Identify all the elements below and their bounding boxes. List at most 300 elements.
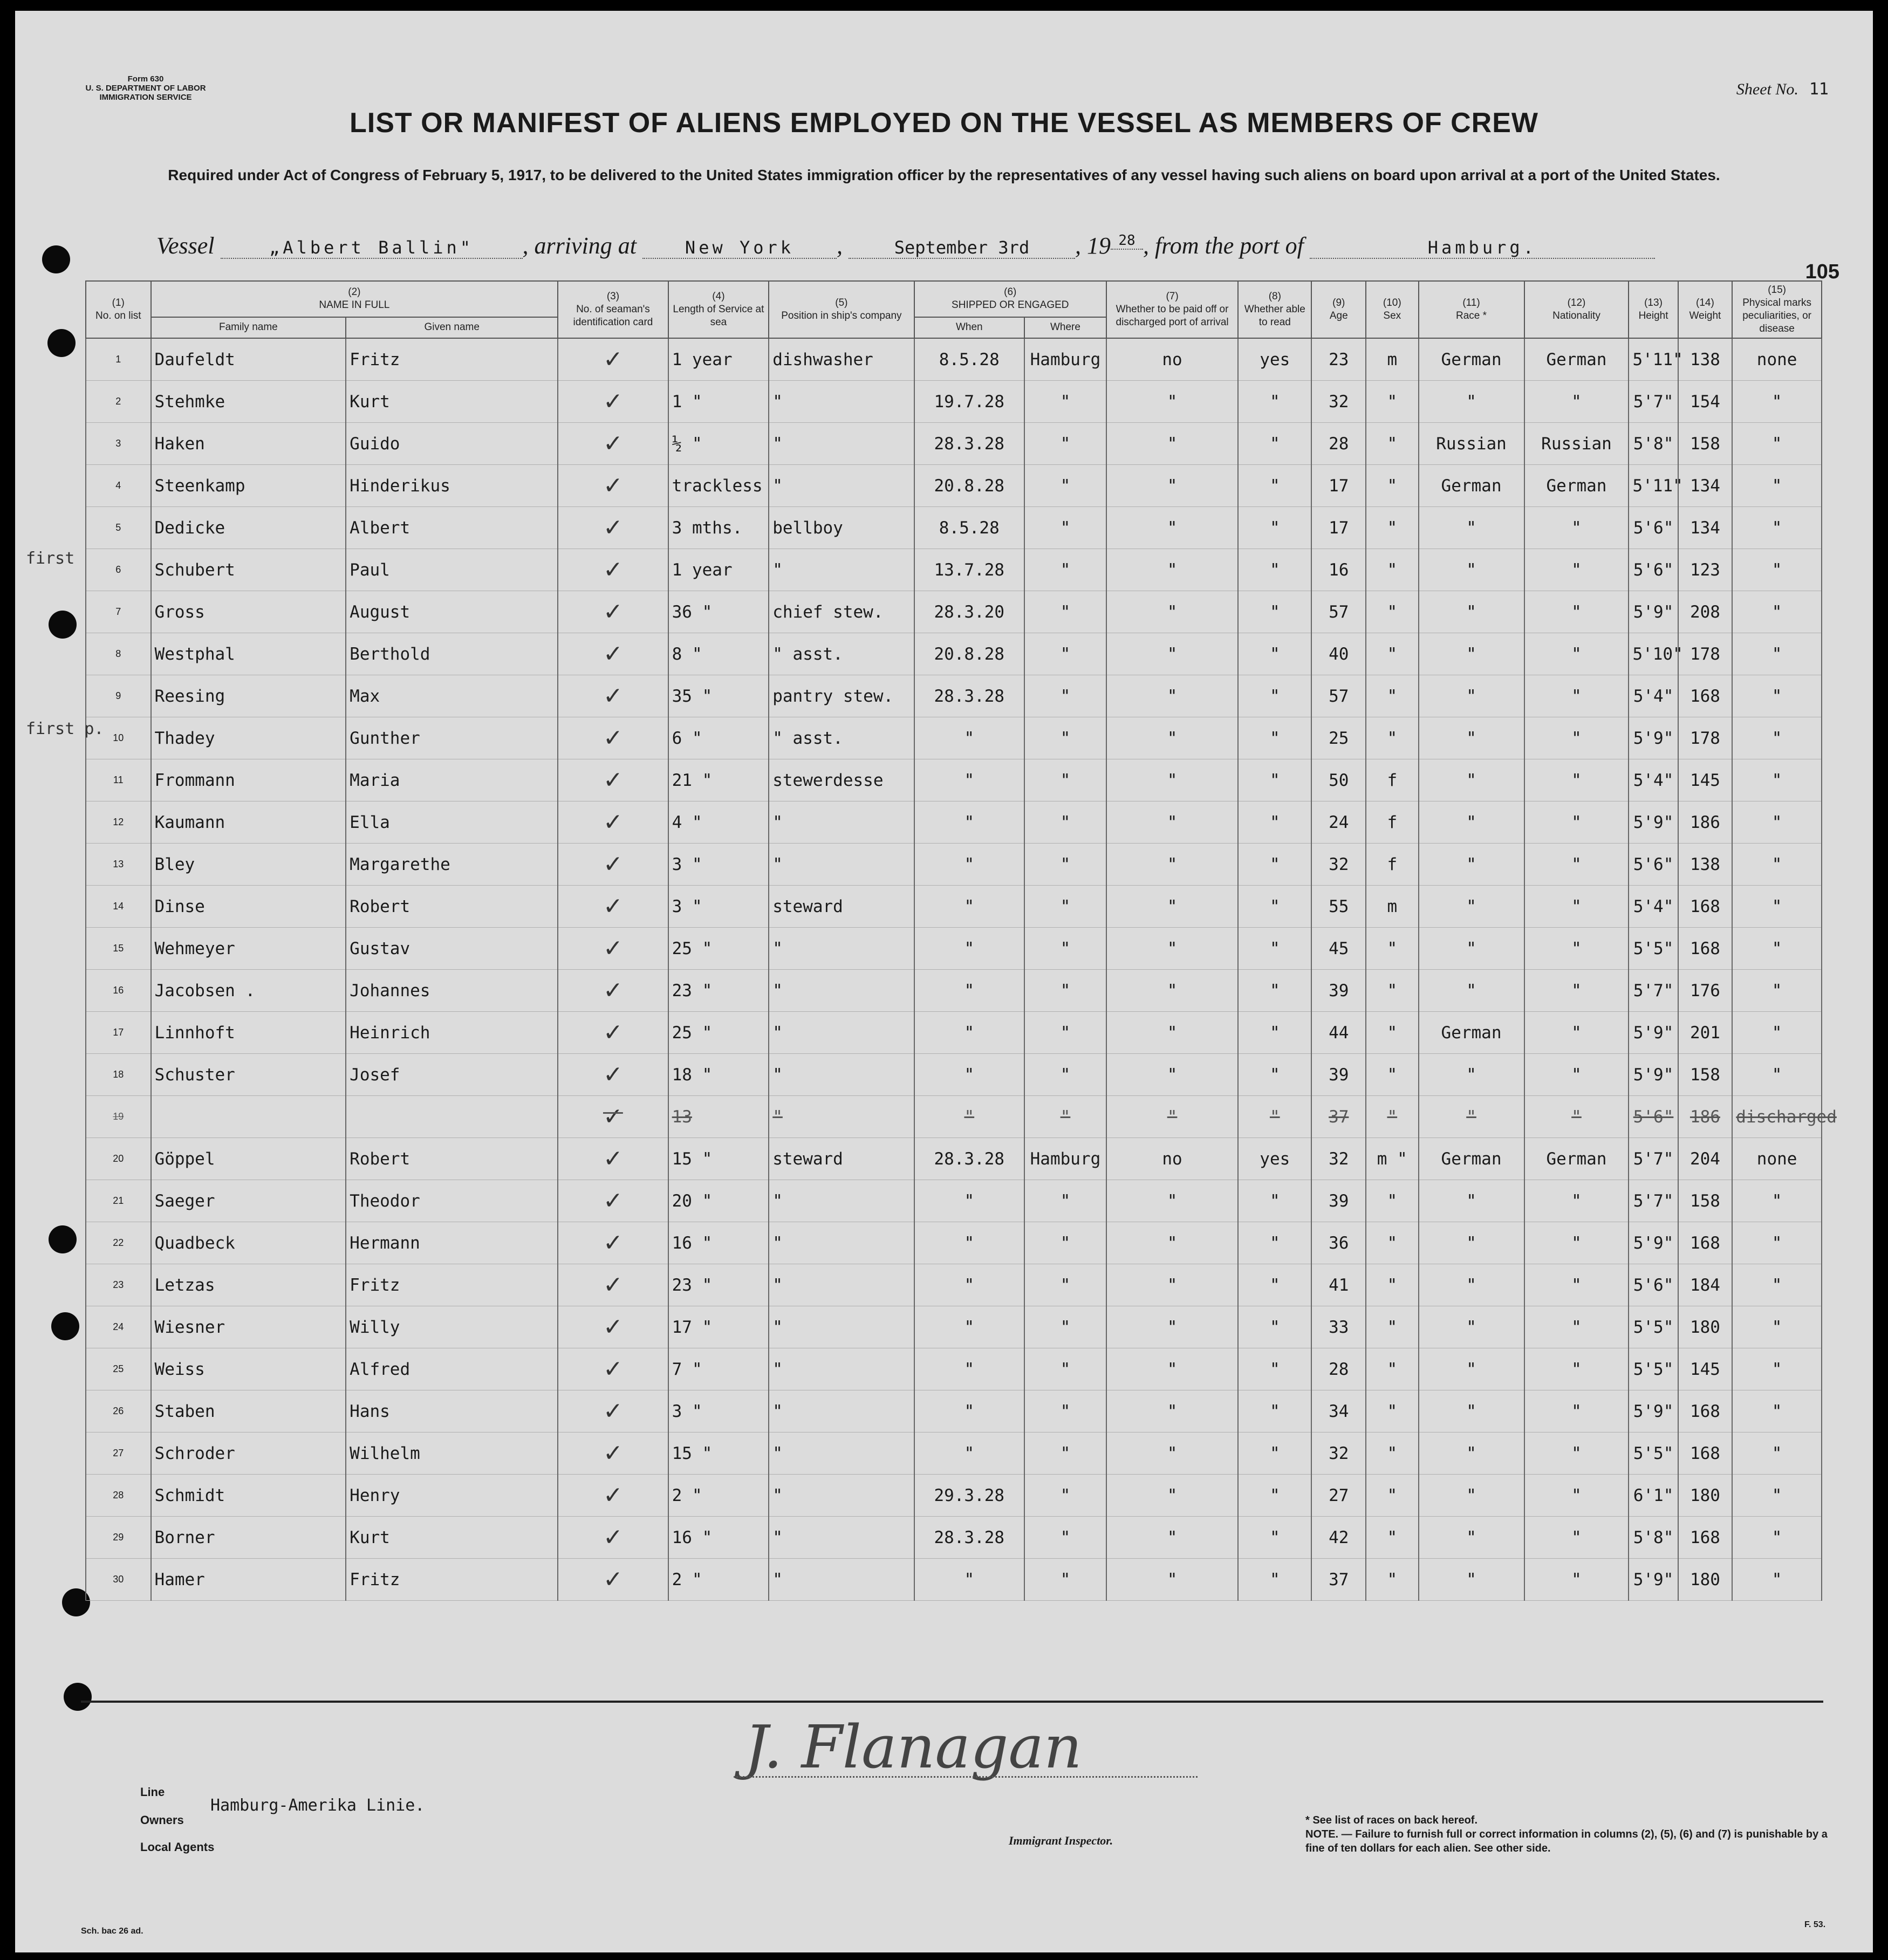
weight-cell: 168 [1678,886,1733,928]
service-length-cell: 3 mths. [668,507,769,549]
service-length-cell: 20 " [668,1180,769,1222]
table-row [86,675,1822,717]
given-name-cell: Fritz [346,1264,558,1306]
given-name-cell: Hans [346,1390,558,1433]
id-card-tick-cell [558,717,668,759]
race-cell: " [1419,1390,1524,1433]
id-card-tick-cell [558,1012,668,1054]
shipped-where-cell: " [1024,759,1106,801]
shipped-when-cell: " [914,1054,1024,1096]
position-cell: " [769,465,914,507]
given-name-cell: Max [346,675,558,717]
list-number-cell: 20 [86,1138,151,1180]
weight-cell: 201 [1678,1012,1733,1054]
list-number-cell: 19 [86,1096,151,1138]
age-cell: 28 [1311,1348,1366,1390]
height-cell: 5'6" [1629,1264,1678,1306]
shipped-when-cell: 28.3.28 [914,675,1024,717]
arrival-date: September 3rd [849,237,1075,259]
given-name-cell: Heinrich [346,1012,558,1054]
nationality-cell: " [1524,1054,1629,1096]
shipped-where-cell: " [1024,1096,1106,1138]
nationality-cell: " [1524,1433,1629,1475]
service-length-cell: 25 " [668,1012,769,1054]
id-card-tick-cell [558,844,668,886]
form-number: Form 630 [127,74,164,84]
shipped-when-cell: " [914,928,1024,970]
family-name-cell: Göppel [151,1138,346,1180]
physical-marks-cell: none [1732,338,1822,381]
physical-marks-cell: " [1732,1054,1822,1096]
height-cell: 5'7" [1629,1180,1678,1222]
sex-cell: " [1366,1559,1418,1601]
family-name-cell: Dedicke [151,507,346,549]
position-cell: " asst. [769,633,914,675]
race-cell: German [1419,465,1524,507]
id-card-tick-cell [558,1390,668,1433]
given-name-cell: Fritz [346,338,558,381]
nationality-cell: " [1524,549,1629,591]
sex-cell: " [1366,1222,1418,1264]
paid-off-cell: " [1106,381,1238,423]
year-suffix: 28 [1111,232,1143,250]
id-card-tick-cell [558,1096,668,1138]
shipped-where-cell: " [1024,507,1106,549]
col-height-header: (13) Height [1629,281,1678,338]
given-name-cell: Josef [346,1054,558,1096]
paid-off-cell: " [1106,1559,1238,1601]
service-length-cell: trackless [668,465,769,507]
list-number-cell: 14 [86,886,151,928]
position-cell: " [769,1559,914,1601]
age-cell: 33 [1311,1306,1366,1348]
check-mark-icon: ✓ [603,388,623,415]
shipped-when-cell: 19.7.28 [914,381,1024,423]
family-name-cell: Schuster [151,1054,346,1096]
list-number-cell: 11 [86,759,151,801]
physical-marks-cell: " [1732,1475,1822,1517]
able-to-read-cell: " [1238,465,1311,507]
table-row [86,1222,1822,1264]
shipped-where-cell: " [1024,970,1106,1012]
id-card-tick-cell [558,1180,668,1222]
list-number-cell: 17 [86,1012,151,1054]
nationality-cell: " [1524,759,1629,801]
able-to-read-cell: yes [1238,338,1311,381]
inspector-label: Immigrant Inspector. [1009,1834,1113,1847]
check-mark-icon: ✓ [603,346,623,373]
shipped-when-cell: 28.3.28 [914,423,1024,465]
physical-marks-cell: " [1732,928,1822,970]
position-cell: " [769,1306,914,1348]
service-length-cell: 16 " [668,1517,769,1559]
races-note: * See list of races on back hereof. [1305,1814,1478,1826]
list-number-cell: 21 [86,1180,151,1222]
age-cell: 55 [1311,886,1366,928]
given-name-cell: Kurt [346,1517,558,1559]
list-number-cell: 30 [86,1559,151,1601]
table-row [86,886,1822,928]
paid-off-cell: no [1106,1138,1238,1180]
list-number-cell: 6 [86,549,151,591]
race-cell: " [1419,717,1524,759]
table-row [86,1012,1822,1054]
nationality-cell: " [1524,717,1629,759]
able-to-read-cell: " [1238,423,1311,465]
check-mark-icon: ✓ [603,556,623,584]
weight-cell: 145 [1678,759,1733,801]
race-cell: German [1419,338,1524,381]
height-cell: 5'9" [1629,1054,1678,1096]
physical-marks-cell: " [1732,1180,1822,1222]
race-cell: " [1419,1433,1524,1475]
year-prefix: 19 [1086,232,1111,259]
nationality-cell: " [1524,507,1629,549]
given-name-cell: Fritz [346,1559,558,1601]
sex-cell: " [1366,1096,1418,1138]
able-to-read-cell: " [1238,1012,1311,1054]
age-cell: 27 [1311,1475,1366,1517]
check-mark-icon: ✓ [603,640,623,668]
table-row [86,465,1822,507]
weight-cell: 186 [1678,1096,1733,1138]
col-when-header: When [914,317,1024,338]
weight-cell: 134 [1678,465,1733,507]
paid-off-cell: " [1106,759,1238,801]
service-length-cell: 15 " [668,1433,769,1475]
col-position-header: (5) Position in ship's company [769,281,914,338]
nationality-cell: " [1524,1096,1629,1138]
weight-cell: 180 [1678,1306,1733,1348]
age-cell: 25 [1311,717,1366,759]
id-card-tick-cell [558,1517,668,1559]
physical-marks-cell: " [1732,970,1822,1012]
line-label: Line [140,1785,165,1799]
age-cell: 24 [1311,801,1366,844]
weight-cell: 186 [1678,801,1733,844]
nationality-cell: " [1524,1306,1629,1348]
service-length-cell: 17 " [668,1306,769,1348]
height-cell: 5'7" [1629,381,1678,423]
id-card-tick-cell [558,1306,668,1348]
table-row [86,928,1822,970]
sex-cell: " [1366,1264,1418,1306]
arrival-port: New York [642,237,837,259]
list-number-cell: 18 [86,1054,151,1096]
age-cell: 45 [1311,928,1366,970]
weight-cell: 180 [1678,1475,1733,1517]
given-name-cell: Guido [346,423,558,465]
check-mark-icon: ✓ [603,1187,623,1215]
able-to-read-cell: " [1238,549,1311,591]
list-number-cell: 5 [86,507,151,549]
nationality-cell: " [1524,844,1629,886]
shipped-when-cell: " [914,1390,1024,1433]
service-length-cell: 35 " [668,675,769,717]
age-cell: 32 [1311,1433,1366,1475]
paid-off-cell: " [1106,717,1238,759]
position-cell: steward [769,1138,914,1180]
position-cell: dishwasher [769,338,914,381]
position-cell: bellboy [769,507,914,549]
shipped-where-cell: " [1024,717,1106,759]
department: U. S. DEPARTMENT OF LABOR [85,84,206,93]
binder-hole [42,245,70,273]
shipped-where-cell: " [1024,381,1106,423]
sex-cell: " [1366,549,1418,591]
height-cell: 5'6" [1629,549,1678,591]
check-mark-icon: ✓ [603,472,623,499]
page-number: 105 [1805,261,1839,283]
nationality-cell: " [1524,1222,1629,1264]
position-cell: " [769,423,914,465]
shipped-where-cell: Hamburg [1024,1138,1106,1180]
weight-cell: 168 [1678,1433,1733,1475]
col-weight-header: (14) Weight [1678,281,1733,338]
shipped-when-cell: 28.3.28 [914,1517,1024,1559]
age-cell: 36 [1311,1222,1366,1264]
able-to-read-cell: yes [1238,1138,1311,1180]
service-length-cell: 16 " [668,1222,769,1264]
shipped-when-cell: " [914,1306,1024,1348]
sex-cell: f [1366,844,1418,886]
sex-cell: " [1366,465,1418,507]
paid-off-cell: " [1106,465,1238,507]
sex-cell: " [1366,1348,1418,1390]
weight-cell: 158 [1678,423,1733,465]
id-card-tick-cell [558,1264,668,1306]
height-cell: 5'11" [1629,338,1678,381]
physical-marks-cell: " [1732,886,1822,928]
race-cell: " [1419,591,1524,633]
shipped-where-cell: " [1024,1306,1106,1348]
race-cell: " [1419,886,1524,928]
able-to-read-cell: " [1238,1475,1311,1517]
service-length-cell: 7 " [668,1348,769,1390]
shipped-when-cell: 28.3.20 [914,591,1024,633]
weight-cell: 123 [1678,549,1733,591]
weight-cell: 168 [1678,1517,1733,1559]
list-number-cell: 4 [86,465,151,507]
able-to-read-cell: " [1238,1348,1311,1390]
family-name-cell: Kaumann [151,801,346,844]
age-cell: 57 [1311,591,1366,633]
age-cell: 39 [1311,1054,1366,1096]
nationality-cell: " [1524,381,1629,423]
id-card-tick-cell [558,465,668,507]
table-row [86,1433,1822,1475]
height-cell: 5'8" [1629,423,1678,465]
family-name-cell: Saeger [151,1180,346,1222]
able-to-read-cell: " [1238,1264,1311,1306]
sex-cell: " [1366,507,1418,549]
family-name-cell: Hamer [151,1559,346,1601]
able-to-read-cell: " [1238,591,1311,633]
physical-marks-cell: " [1732,591,1822,633]
service-length-cell: 3 " [668,886,769,928]
shipped-where-cell: " [1024,1390,1106,1433]
age-cell: 23 [1311,338,1366,381]
check-mark-icon: ✓ [603,1355,623,1383]
shipped-where-cell: " [1024,1517,1106,1559]
position-cell: " [769,801,914,844]
check-mark-icon: ✓ [603,1524,623,1551]
check-mark-icon: ✓ [603,598,623,626]
given-name-cell: Theodor [346,1180,558,1222]
shipped-when-cell: " [914,970,1024,1012]
nationality-cell: German [1524,1138,1629,1180]
service-length-cell: 23 " [668,1264,769,1306]
height-cell: 5'10" [1629,633,1678,675]
family-name-cell: Schroder [151,1433,346,1475]
shipped-where-cell: Hamburg [1024,338,1106,381]
shipped-when-cell: 29.3.28 [914,1475,1024,1517]
service-length-cell: 2 " [668,1559,769,1601]
nationality-cell: " [1524,591,1629,633]
margin-note: first p. [26,719,104,738]
position-cell: " [769,928,914,970]
position-cell: " [769,1096,914,1138]
signature-line [734,1776,1198,1778]
height-cell: 5'7" [1629,970,1678,1012]
paid-off-cell: " [1106,1390,1238,1433]
nationality-cell: " [1524,1390,1629,1433]
col-given-name-header: Given name [346,317,558,338]
given-name-cell: Gunther [346,717,558,759]
list-number-cell: 9 [86,675,151,717]
able-to-read-cell: " [1238,886,1311,928]
given-name-cell: Alfred [346,1348,558,1390]
owners-value: Hamburg-Amerika Linie. [210,1796,425,1815]
race-cell: " [1419,381,1524,423]
footer-notes [1305,1813,1845,1855]
id-card-tick-cell [558,970,668,1012]
check-mark-icon: ✓ [603,977,623,1004]
list-number-cell: 3 [86,423,151,465]
list-number-cell: 27 [86,1433,151,1475]
paid-off-cell: " [1106,1096,1238,1138]
physical-marks-cell: " [1732,801,1822,844]
shipped-where-cell: " [1024,886,1106,928]
able-to-read-cell: " [1238,1390,1311,1433]
id-card-tick-cell [558,591,668,633]
age-cell: 40 [1311,633,1366,675]
table-row [86,1054,1822,1096]
height-cell: 5'9" [1629,1559,1678,1601]
given-name-cell: Robert [346,1138,558,1180]
race-cell: " [1419,1096,1524,1138]
shipped-where-cell: " [1024,633,1106,675]
check-mark-icon: ✓ [603,1482,623,1509]
id-card-tick-cell [558,1475,668,1517]
col-race-header: (11) Race * [1419,281,1524,338]
family-name-cell: Reesing [151,675,346,717]
family-name-cell: Frommann [151,759,346,801]
height-cell: 6'1" [1629,1475,1678,1517]
paid-off-cell: " [1106,591,1238,633]
shipped-when-cell: " [914,1433,1024,1475]
family-name-cell: Daufeldt [151,338,346,381]
age-cell: 16 [1311,549,1366,591]
sex-cell: " [1366,1054,1418,1096]
voyage-line: Vessel „Albert Ballin" , arriving at New York , September 3rd , 19 28 , from the port of Hamburg. [156,232,1823,259]
col-nationality-header: (12) Nationality [1524,281,1629,338]
able-to-read-cell: " [1238,507,1311,549]
list-number-cell: 16 [86,970,151,1012]
from-label: from the port of [1154,232,1304,259]
sheet-number-block [1736,80,1829,99]
list-number-cell: 25 [86,1348,151,1390]
col-age-header: (9) Age [1311,281,1366,338]
height-cell: 5'9" [1629,717,1678,759]
shipped-where-cell: " [1024,1559,1106,1601]
physical-marks-cell: " [1732,1559,1822,1601]
table-row [86,1559,1822,1601]
shipped-where-cell: " [1024,549,1106,591]
shipped-where-cell: " [1024,1348,1106,1390]
weight-cell: 208 [1678,591,1733,633]
service-length-cell: 3 " [668,844,769,886]
table-row [86,633,1822,675]
given-name-cell: Hinderikus [346,465,558,507]
family-name-cell: Staben [151,1390,346,1433]
given-name-cell: Paul [346,549,558,591]
binder-hole [51,1312,79,1340]
height-cell: 5'4" [1629,759,1678,801]
height-cell: 5'9" [1629,801,1678,844]
family-name-cell: Borner [151,1517,346,1559]
binder-hole [47,329,76,357]
given-name-cell: Ella [346,801,558,844]
print-code: Sch. bac 26 ad. [81,1927,143,1936]
service-length-cell: 4 " [668,801,769,844]
table-row [86,1096,1822,1138]
service-length-cell: 21 " [668,759,769,801]
given-name-cell: Gustav [346,928,558,970]
physical-marks-cell: " [1732,507,1822,549]
document-title: LIST OR MANIFEST OF ALIENS EMPLOYED ON THE VESSEL AS MEMBERS OF CREW [350,107,1538,139]
owners-label: Owners [140,1813,184,1827]
family-name-cell: Weiss [151,1348,346,1390]
col-sex-header: (10) Sex [1366,281,1418,338]
race-cell: German [1419,1138,1524,1180]
able-to-read-cell: " [1238,1180,1311,1222]
given-name-cell: Margarethe [346,844,558,886]
height-cell: 5'8" [1629,1517,1678,1559]
paid-off-cell: " [1106,1348,1238,1390]
service-length-cell: 3 " [668,1390,769,1433]
paid-off-cell: " [1106,1264,1238,1306]
age-cell: 37 [1311,1559,1366,1601]
check-mark-icon: ✓ [603,766,623,794]
nationality-cell: " [1524,1517,1629,1559]
nationality-cell: " [1524,633,1629,675]
sex-cell: " [1366,717,1418,759]
sex-cell: " [1366,633,1418,675]
height-cell: 5'5" [1629,1348,1678,1390]
weight-cell: 168 [1678,675,1733,717]
able-to-read-cell: " [1238,1517,1311,1559]
col-name-header: (2) NAME IN FULL [151,281,558,317]
height-cell: 5'5" [1629,1306,1678,1348]
binder-hole [49,611,77,639]
position-cell: " [769,1264,914,1306]
col-list-number-header: (1) No. on list [86,281,151,338]
col-id-card-header: (3) No. of seaman's identification card [558,281,668,338]
race-cell: German [1419,1012,1524,1054]
given-name-cell: Willy [346,1306,558,1348]
shipped-when-cell: 20.8.28 [914,465,1024,507]
